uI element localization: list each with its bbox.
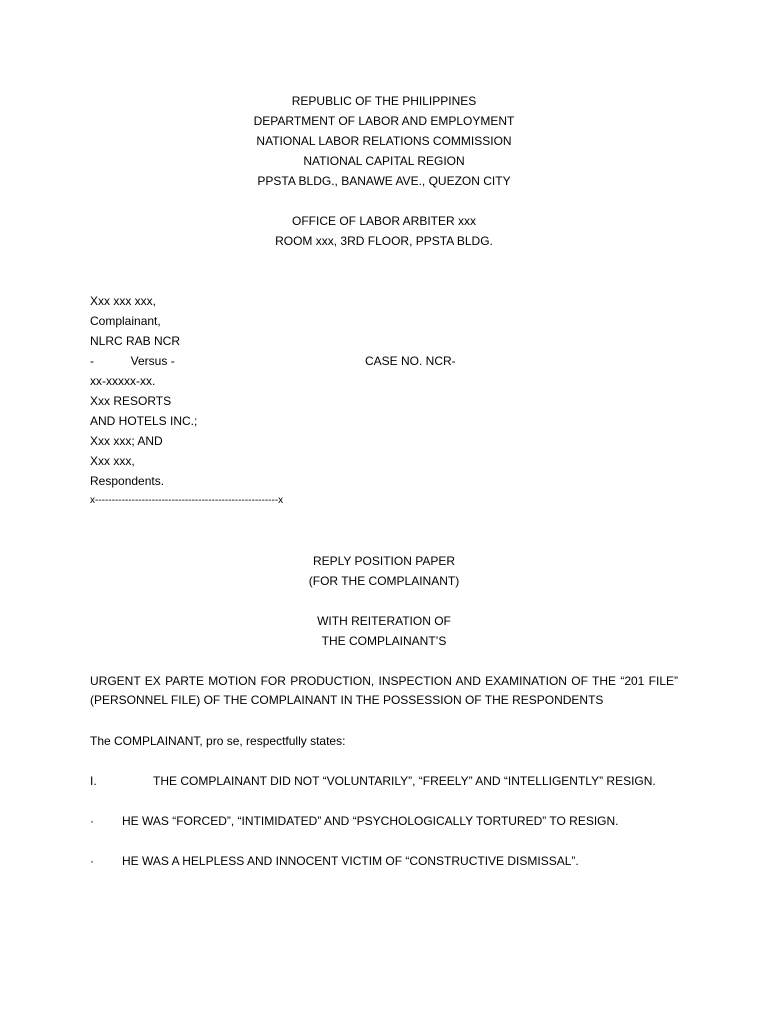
caption-respondent-2: Xxx xxx; AND <box>90 434 163 448</box>
header-republic: REPUBLIC OF THE PHILIPPINES <box>291 94 477 108</box>
bullet-marker: · <box>90 814 94 828</box>
document-subtitle: (FOR THE COMPLAINANT) <box>308 574 460 588</box>
intro-paragraph: The COMPLAINANT, pro se, respectfully states: <box>90 734 346 748</box>
caption-respondent-1: Xxx RESORTS <box>90 394 172 408</box>
reiteration-line-2: THE COMPLAINANT’S <box>321 634 447 648</box>
document-title: REPLY POSITION PAPER <box>312 554 456 568</box>
caption-divider: x-------------------------------------------------------x <box>90 495 284 506</box>
office-arbiter: OFFICE OF LABOR ARBITER xxx <box>291 214 477 228</box>
header-region: NATIONAL CAPITAL REGION <box>303 154 465 168</box>
office-room: ROOM xxx, 3RD FLOOR, PPSTA BLDG. <box>275 234 493 248</box>
motion-line-1: URGENT EX PARTE MOTION FOR PRODUCTION, INSPECTION AND EXAMINATION OF THE “201 FILE” <box>90 674 678 688</box>
header-address: PPSTA BLDG., BANAWE AVE., QUEZON CITY <box>257 174 511 188</box>
caption-respondent-1b: AND HOTELS INC.; <box>90 414 198 428</box>
case-number: CASE NO. NCR- <box>365 354 456 368</box>
header-commission: NATIONAL LABOR RELATIONS COMMISSION <box>256 134 512 148</box>
section-number: I. <box>90 774 97 788</box>
reiteration-line-1: WITH REITERATION OF <box>317 614 451 628</box>
caption-versus: - Versus - <box>90 354 175 368</box>
caption-complainant-name: Xxx xxx xxx, <box>90 294 157 308</box>
bullet-item-2: HE WAS A HELPLESS AND INNOCENT VICTIM OF “CONSTRUCTIVE DISMISSAL”. <box>122 854 579 868</box>
caption-complainant-label: Complainant, <box>90 314 161 328</box>
bullet-marker: · <box>90 854 94 868</box>
caption-case-code: xx-xxxxx-xx. <box>90 374 156 388</box>
caption-nlrc: NLRC RAB NCR <box>90 334 181 348</box>
section-heading: THE COMPLAINANT DID NOT “VOLUNTARILY”, “FREELY” AND “INTELLIGENTLY” RESIGN. <box>153 774 656 788</box>
header-department: DEPARTMENT OF LABOR AND EMPLOYMENT <box>253 114 515 128</box>
motion-line-2: (PERSONNEL FILE) OF THE COMPLAINANT IN THE POSSESSION OF THE RESPONDENTS <box>90 693 604 707</box>
bullet-item-1: HE WAS “FORCED”, “INTIMIDATED” AND “PSYCHOLOGICALLY TORTURED” TO RESIGN. <box>122 814 619 828</box>
caption-respondents-label: Respondents. <box>90 474 165 488</box>
caption-respondent-3: Xxx xxx, <box>90 454 135 468</box>
